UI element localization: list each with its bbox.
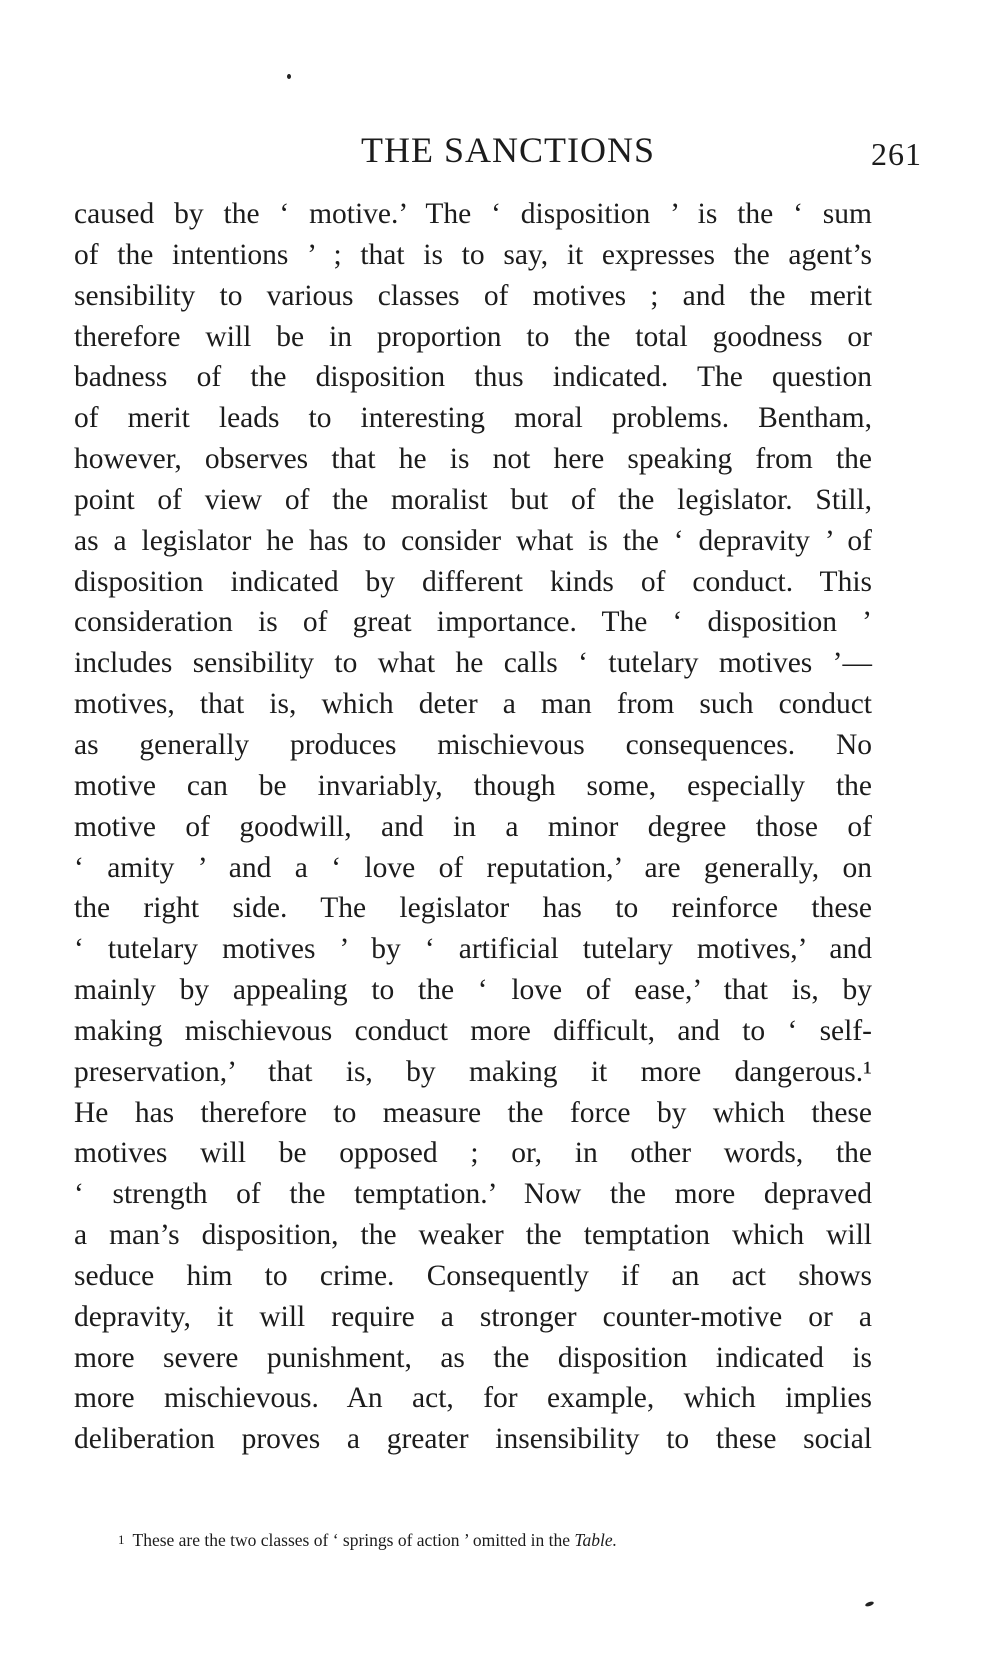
text-line: caused by the ‘ motive.’ The ‘ disposition ’ is the ‘ sum xyxy=(74,198,872,230)
text-line: mainly by appealing to the ‘ love of ease,’ that is, by xyxy=(74,974,872,1007)
text-line: making mischievous conduct more difficult, and to ‘ self- xyxy=(74,1014,872,1047)
text-line: sensibility to various classes of motives ; and the merit xyxy=(74,279,872,312)
footnote-emphasis: Table. xyxy=(574,1530,618,1550)
text-line: point of view of the moralist but of the legislator. Still, xyxy=(74,483,872,516)
footnote-marker: 1 xyxy=(118,1532,125,1547)
page-number: 261 xyxy=(871,136,922,172)
body-text xyxy=(74,194,872,1460)
text-line: as generally produces mischievous consequences. No xyxy=(74,728,872,761)
text-line: of the intentions ’ ; that is to say, it expresses the agent’s xyxy=(74,238,872,271)
text-line: ‘ strength of the temptation.’ Now the more depraved xyxy=(74,1178,872,1211)
text-line: depravity, it will require a stronger counter-motive or a xyxy=(74,1300,872,1333)
text-line: disposition indicated by different kinds of conduct. This xyxy=(74,565,872,598)
text-line: more severe punishment, as the disposition indicated is xyxy=(74,1341,872,1374)
text-line: preservation,’ that is, by making it more dangerous.¹ xyxy=(74,1055,872,1088)
text-line: badness of the disposition thus indicated. The question xyxy=(74,361,872,394)
footnote xyxy=(118,1528,898,1552)
text-line: seduce him to crime. Consequently if an act shows xyxy=(74,1259,872,1292)
footnote-text: These are the two classes of ‘ springs of action ’ omitted in the xyxy=(132,1530,571,1550)
text-line: of merit leads to interesting moral problems. Bentham, xyxy=(74,402,872,435)
text-line: motive can be invariably, though some, especially the xyxy=(74,769,872,802)
text-line: more mischievous. An act, for example, which implies xyxy=(74,1382,872,1415)
running-title: THE SANCTIONS xyxy=(360,130,655,170)
text-line: motives will be opposed ; or, in other words, the xyxy=(74,1137,872,1170)
text-line: consideration is of great importance. The ‘ disposition ’ xyxy=(74,606,872,639)
ink-speck-top xyxy=(287,74,291,79)
text-line: a man’s disposition, the weaker the temptation which will xyxy=(74,1219,872,1252)
text-line: as a legislator he has to consider what is the ‘ depravity ’ of xyxy=(74,524,872,557)
text-line: He has therefore to measure the force by which these xyxy=(74,1096,872,1129)
text-line: deliberation proves a greater insensibility to these social xyxy=(74,1423,872,1456)
text-line: motive of goodwill, and in a minor degree those of xyxy=(74,810,872,843)
text-line: therefore will be in proportion to the total goodness or xyxy=(74,320,872,353)
text-line: the right side. The legislator has to reinforce these xyxy=(74,892,872,925)
text-line: however, observes that he is not here speaking from the xyxy=(74,443,872,476)
text-line: includes sensibility to what he calls ‘ tutelary motives ’— xyxy=(74,647,872,680)
running-head xyxy=(78,125,930,175)
text-line: ‘ amity ’ and a ‘ love of reputation,’ are generally, on xyxy=(74,851,872,884)
ink-speck-bottom xyxy=(865,1601,875,1608)
text-line: motives, that is, which deter a man from such conduct xyxy=(74,688,872,721)
text-line: ‘ tutelary motives ’ by ‘ artificial tutelary motives,’ and xyxy=(74,933,872,966)
